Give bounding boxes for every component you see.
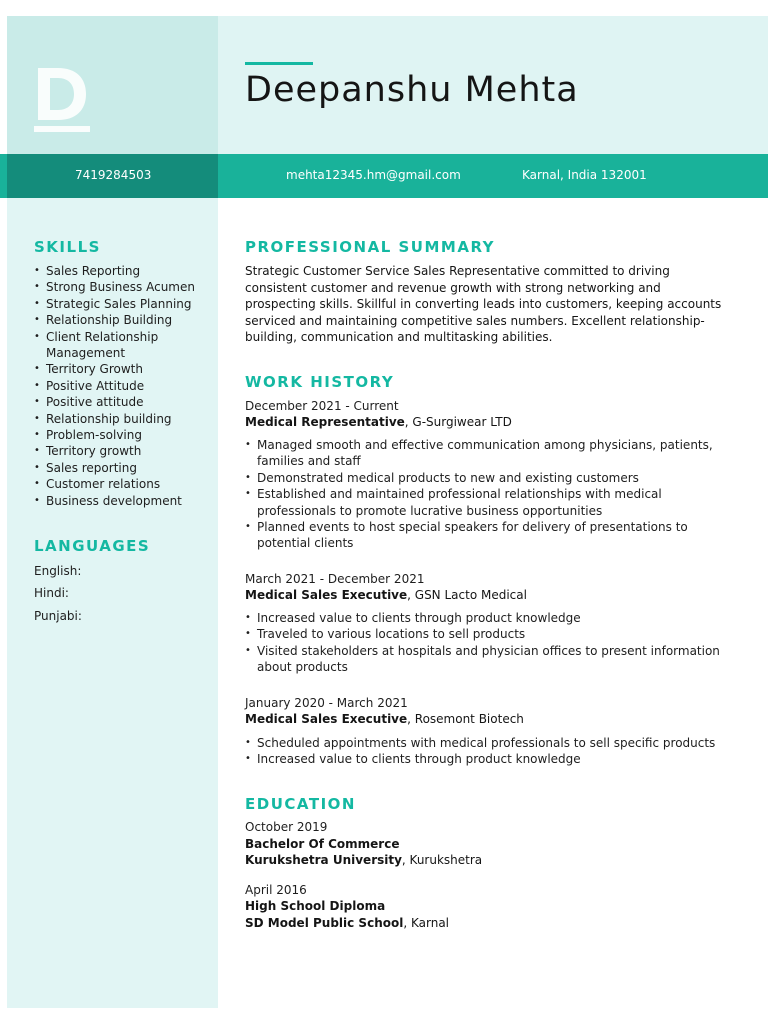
skill-item: • Territory growth (34, 443, 212, 459)
job-title (245, 712, 524, 726)
summary-heading: PROFESSIONAL SUMMARY (245, 238, 496, 256)
work-history-heading: WORK HISTORY (245, 373, 395, 391)
education-degree (245, 899, 385, 913)
job-dates: December 2021 - Current (245, 399, 399, 413)
skill-item: • Positive attitude (34, 394, 212, 410)
job-bullet: • Visited stakeholders at hospitals and physician offices to present information about products (245, 643, 735, 676)
skills-list (34, 263, 212, 509)
skill-item: • Customer relations (34, 476, 212, 492)
job-bullet: • Planned events to host special speakers for delivery of presentations to potential clients (245, 519, 735, 552)
job-bullets (245, 610, 735, 676)
job-bullets (245, 437, 735, 552)
job-role: Medical Sales Executive (245, 588, 408, 602)
language-item: English: (34, 564, 82, 578)
language-item: Punjabi: (34, 609, 82, 623)
skill-item: • Positive Attitude (34, 378, 212, 394)
degree-name: Bachelor Of Commerce (245, 837, 400, 851)
job-company: , G-Surgiwear LTD (404, 415, 512, 429)
job-bullet: • Managed smooth and effective communication among physicians, patients, families and staff (245, 437, 735, 470)
skill-item: • Territory Growth (34, 361, 212, 377)
skill-item: • Sales Reporting (34, 263, 212, 279)
job-bullet: • Scheduled appointments with medical professionals to sell specific products (245, 735, 735, 751)
contact-bar (0, 154, 768, 198)
school-place: , Kurukshetra (401, 853, 483, 867)
job-dates: January 2020 - March 2021 (245, 696, 408, 710)
location: Karnal, India 132001 (522, 168, 647, 182)
education-heading: EDUCATION (245, 795, 356, 813)
skills-heading: SKILLS (34, 238, 101, 256)
education-date: October 2019 (245, 820, 328, 834)
job-role: Medical Representative (245, 415, 405, 429)
email-address: mehta12345.hm@gmail.com (286, 168, 461, 182)
skill-item: • Sales reporting (34, 460, 212, 476)
job-role: Medical Sales Executive (245, 712, 408, 726)
job-title (245, 588, 527, 602)
language-item: Hindi: (34, 586, 69, 600)
education-school (245, 853, 482, 867)
job-dates: March 2021 - December 2021 (245, 572, 425, 586)
phone-number: 7419284503 (75, 168, 152, 182)
skill-item: • Client Relationship Management (34, 329, 174, 362)
skill-item: • Problem-solving (34, 427, 212, 443)
skill-item: • Relationship building (34, 411, 212, 427)
degree-name: High School Diploma (245, 899, 386, 913)
school-name: Kurukshetra University (245, 853, 402, 867)
education-date: April 2016 (245, 883, 307, 897)
skill-item: • Strong Business Acumen (34, 279, 212, 295)
job-title (245, 415, 512, 429)
summary-text: Strategic Customer Service Sales Representative committed to driving consistent customer and revenue growth with strong networking and prospecting skills. Skillful in converting leads into customers, keeping accounts serviced and maintaining competitive sales numbers. Excellent relationship-building, communication and multitasking abilities. (245, 264, 722, 344)
job-bullet: • Traveled to various locations to sell products (245, 626, 735, 642)
job-bullet: • Established and maintained professional relationships with medical professionals to promote lucrative business opportunities (245, 486, 735, 519)
job-company: , Rosemont Biotech (407, 712, 524, 726)
education-school (245, 916, 449, 930)
candidate-name: Deepanshu Mehta (245, 70, 579, 110)
job-company: , GSN Lacto Medical (407, 588, 527, 602)
name-accent-rule (245, 62, 313, 65)
education-degree (245, 837, 399, 851)
job-bullets (245, 735, 735, 768)
job-bullet: • Demonstrated medical products to new and existing customers (245, 470, 735, 486)
school-place: , Karnal (403, 916, 449, 930)
job-bullet: • Increased value to clients through product knowledge (245, 610, 735, 626)
monogram-d-icon (34, 64, 92, 134)
languages-heading: LANGUAGES (34, 537, 151, 555)
skill-item: • Relationship Building (34, 312, 212, 328)
skill-item: • Strategic Sales Planning (34, 296, 212, 312)
job-bullet: • Increased value to clients through product knowledge (245, 751, 735, 767)
school-name: SD Model Public School (245, 916, 404, 930)
skill-item: • Business development (34, 493, 212, 509)
